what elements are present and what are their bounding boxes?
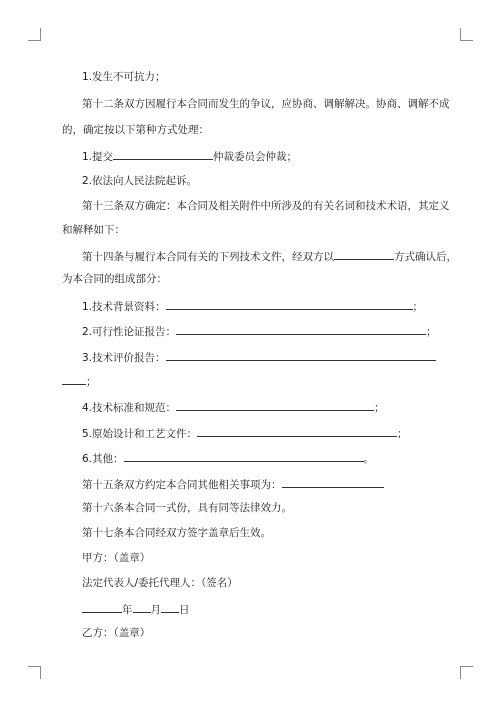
clause-13-line-1: 第十三条双方确定：本合同及相关附件中所涉及的有关名词和技术术语，其定义 [82, 200, 450, 212]
tech-doc-3-cont [62, 373, 444, 389]
tech-doc-4-blank[interactable] [176, 399, 374, 411]
tech-doc-5-end: ； [397, 428, 408, 440]
tech-doc-6 [82, 450, 464, 466]
tech-doc-1 [82, 298, 464, 314]
tech-doc-3-label: 3.技术评价报告： [82, 352, 166, 364]
party-a-seal: 甲方：（盖章） [82, 552, 151, 564]
tech-doc-3-end: ； [86, 376, 97, 388]
other-matters-blank[interactable] [282, 476, 384, 488]
tech-doc-2 [82, 323, 464, 339]
tech-doc-2-label: 2.可行性论证报告： [82, 326, 177, 338]
clause-12-option-2: 2.依法向人民法院起诉。 [82, 175, 198, 187]
crop-mark-bottom-right [460, 666, 473, 679]
clause-14-line-2: 为本合同的组成部分： [62, 273, 167, 285]
tech-doc-5-label: 5.原始设计和工艺文件： [82, 428, 198, 440]
clause-13-line-2: 和解释如下： [62, 224, 125, 236]
tech-doc-1-label: 1.技术背景资料： [82, 301, 166, 313]
day-label: 日 [179, 604, 190, 616]
tech-doc-4-end: ； [374, 402, 385, 414]
tech-doc-1-blank[interactable] [166, 298, 413, 310]
tech-doc-6-blank[interactable] [124, 450, 364, 462]
tech-doc-6-label: 6.其他： [82, 453, 124, 465]
day-blank[interactable] [161, 601, 179, 613]
clause-14-prefix: 第十四条与履行本合同有关的下列技术文件，经双方以 [82, 251, 334, 263]
option-1-prefix: 1.提交 [82, 151, 114, 163]
clause-14-line-1 [82, 248, 464, 264]
tech-doc-1-end: ； [412, 301, 424, 313]
tech-doc-6-end: 。 [363, 453, 375, 465]
tech-doc-4-label: 4.技术标准和规范： [82, 402, 177, 414]
clause-14-suffix: 方式确认后， [394, 251, 457, 263]
clause-item-force-majeure: 1.发生不可抗力； [82, 71, 166, 83]
tech-doc-3-blank[interactable] [166, 349, 436, 361]
confirmation-method-blank[interactable] [334, 248, 394, 260]
month-blank[interactable] [133, 601, 151, 613]
month-label: 月 [150, 604, 161, 616]
clause-12-line-2: 的，确定按以下第种方式处理： [62, 124, 209, 136]
tech-doc-5-blank[interactable] [197, 425, 397, 437]
crop-mark-bottom-left [28, 666, 41, 679]
crop-mark-top-left [28, 28, 41, 41]
tech-doc-5 [82, 425, 464, 441]
party-b-seal: 乙方：（盖章） [82, 627, 151, 639]
year-blank[interactable] [82, 601, 122, 613]
legal-representative-signature: 法定代表人/委托代理人：（签名） [82, 577, 238, 589]
crop-mark-top-right [460, 28, 473, 41]
tech-doc-3-blank-cont[interactable] [62, 373, 86, 385]
clause-15-text: 第十五条双方约定本合同其他相关事项为： [82, 479, 282, 491]
clause-17: 第十七条本合同经双方签字盖章后生效。 [82, 527, 271, 539]
tech-doc-4 [82, 399, 464, 415]
option-1-suffix: 仲裁委员会仲裁； [213, 151, 298, 163]
year-label: 年 [122, 604, 133, 616]
clause-16: 第十六条本合同一式份，具有同等法律效力。 [82, 502, 292, 514]
tech-doc-2-end: ； [426, 326, 437, 338]
arbitration-commission-blank[interactable] [113, 148, 213, 160]
signing-date [82, 601, 464, 617]
clause-12-line-1: 第十二条双方因履行本合同而发生的争议，应协商、调解解决。协商、调解不成 [82, 98, 450, 110]
clause-12-option-1 [82, 148, 464, 164]
tech-doc-2-blank[interactable] [176, 323, 426, 335]
clause-15 [82, 476, 464, 492]
tech-doc-3 [82, 349, 464, 365]
